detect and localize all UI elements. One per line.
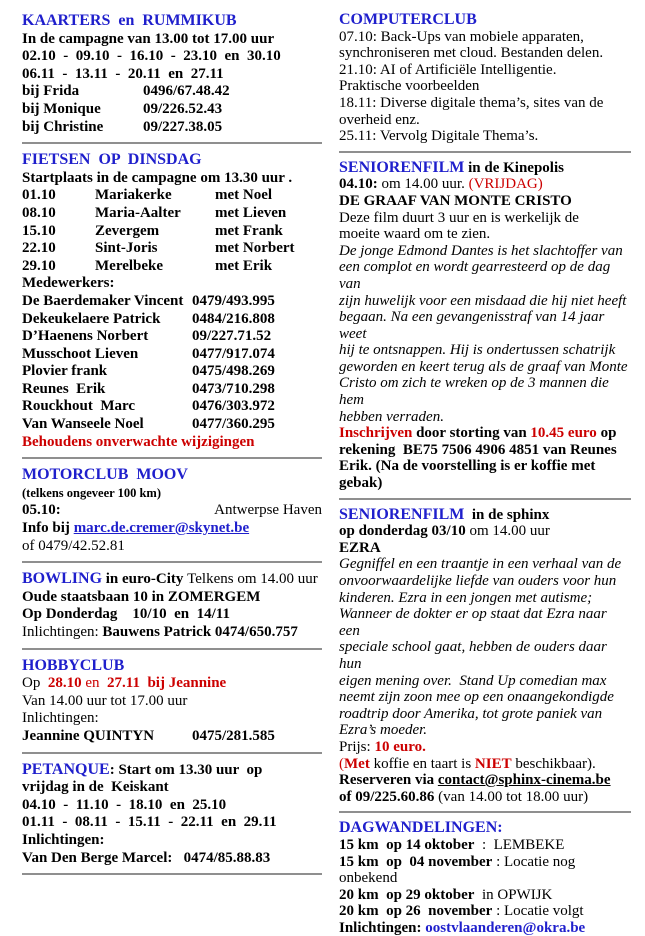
text-span: neemt zijn zoon mee op een onaangekondigde <box>339 689 614 706</box>
text-span: Dekeukelaere Patrick <box>22 310 161 327</box>
text-span: De Baerdemaker Vincent <box>22 292 184 309</box>
text-span: 09/227.38.05 <box>143 118 223 135</box>
text-line <box>339 226 631 243</box>
text-line <box>339 78 631 95</box>
text-line <box>22 832 322 850</box>
text-line <box>339 112 631 129</box>
text-line <box>22 693 322 711</box>
text-span: D’Haenens Norbert <box>22 328 149 345</box>
text-span: : LEMBEKE <box>474 836 565 853</box>
text-span: in euro-City <box>102 571 188 588</box>
text-line <box>22 275 322 293</box>
text-line <box>22 434 322 452</box>
text-span: 22.10 <box>22 240 56 257</box>
text-span: Praktische voorbeelden <box>339 78 480 95</box>
text-span: overheid enz. <box>339 111 420 128</box>
text-span: op <box>596 425 617 442</box>
text-span: Telkens om 14.00 uur <box>187 571 318 588</box>
text-line <box>339 243 631 260</box>
section-heading-text: COMPUTERCLUB <box>339 11 477 28</box>
section-fietsen-op-dinsdag <box>22 151 322 451</box>
section-heading-text: BOWLING <box>22 570 103 588</box>
section-divider <box>22 561 322 563</box>
text-span: in OPWIJK <box>474 886 553 903</box>
text-span: Ezra’s moeder. <box>339 722 428 739</box>
text-line <box>339 210 631 227</box>
text-line <box>22 170 322 188</box>
text-line <box>339 293 631 310</box>
text-line <box>22 710 322 728</box>
text-span: hebben verraden. <box>339 408 444 425</box>
text-span: Inlichtingen: <box>22 831 105 848</box>
text-line <box>339 606 631 639</box>
text-line <box>339 160 631 177</box>
text-line <box>339 789 631 806</box>
text-span: 27.11 <box>103 675 140 692</box>
text-span: op donderdag 03/10 <box>339 523 466 540</box>
text-line <box>339 706 631 723</box>
text-line <box>22 570 322 589</box>
section-motorclub-moov <box>22 466 322 555</box>
text-line <box>22 31 322 49</box>
text-span: Rouckhout Marc <box>22 398 136 415</box>
text-span: eigen mening over. Stand Up comedian max <box>339 672 607 689</box>
section-heading-text: KAARTERS en RUMMIKUB <box>22 12 237 29</box>
text-span: bij Monique <box>22 100 101 117</box>
text-span: kinderen. Ezra in een jongen met autisme; <box>339 589 593 606</box>
table-row <box>22 205 322 223</box>
text-line <box>339 772 631 789</box>
text-line <box>22 485 322 503</box>
text-span: 0477/360.295 <box>192 416 275 433</box>
section-heading-text: PETANQUE <box>22 760 110 778</box>
text-span: Inlichtingen: <box>22 710 99 727</box>
text-line <box>339 573 631 590</box>
left-column <box>22 12 322 882</box>
text-span: in de sphinx <box>464 506 550 523</box>
text-span: een complot en wordt gearresteerd op de dag van <box>339 259 614 292</box>
text-span: Medewerkers: <box>22 275 115 292</box>
text-span: 15 km op 14 oktober <box>339 836 475 853</box>
text-span: speciale school gaat, hebben de ouders daar hun <box>339 639 611 672</box>
text-span: 28.10 <box>47 675 82 692</box>
email-link-motorclub[interactable]: marc.de.cremer@skynet.be <box>73 520 250 537</box>
text-line <box>339 409 631 426</box>
text-span: Van 14.00 uur tot 17.00 uur <box>22 692 188 709</box>
table-row <box>22 363 322 381</box>
text-span: 06.11 - 13.11 - 20.11 en 27.11 <box>22 65 224 82</box>
text-span: Antwerpse Haven <box>214 502 322 519</box>
text-span: 04.10: <box>339 176 378 193</box>
text-span: Sint-Joris <box>95 240 158 257</box>
text-span: 0475/281.585 <box>192 727 275 744</box>
text-line <box>339 359 631 376</box>
section-heading-text: DAGWANDELINGEN: <box>339 819 503 837</box>
text-line <box>22 850 322 868</box>
text-span: 08.10 <box>22 204 56 221</box>
text-span: Prijs: <box>339 738 375 755</box>
text-span: : Start om 13.30 uur op <box>109 761 263 778</box>
section-hobbyclub <box>22 657 322 746</box>
text-span: Van Wanseele Noel <box>22 416 144 433</box>
text-span: onvoorwaardelijke liefde van ouders voor hun <box>339 573 617 589</box>
text-span: De jonge Edmond Dantes is het slachtoffer van <box>339 242 623 259</box>
text-line <box>22 657 322 676</box>
text-span: 02.10 - 09.10 - 16.10 - 23.10 en 30.10 <box>22 48 281 65</box>
text-span: onbekend <box>339 870 398 887</box>
text-span: met Norbert <box>215 240 295 257</box>
text-line <box>339 540 631 557</box>
text-span: 0479/493.995 <box>192 292 275 309</box>
email-link-sphinx[interactable]: contact@sphinx-cinema.be <box>437 772 611 789</box>
text-span: (VRIJDAG) <box>468 176 543 193</box>
section-heading-text: MOTORCLUB MOOV <box>22 466 188 484</box>
text-span: met Noel <box>215 187 273 204</box>
text-span: moeite waard om te zien. <box>339 226 491 243</box>
section-seniorenfilm-sphinx <box>339 507 631 806</box>
text-span: Musschoot Lieven <box>22 345 139 362</box>
text-line <box>339 689 631 706</box>
text-span: Op Donderdag 10/10 en 14/11 <box>22 606 230 623</box>
section-computerclub <box>339 12 631 145</box>
text-line <box>339 375 631 408</box>
text-span: Van Den Berge Marcel: 0474/85.88.83 <box>22 849 271 866</box>
text-span: 20 km op 26 november <box>339 903 493 920</box>
table-row <box>22 187 322 205</box>
table-row <box>22 101 322 119</box>
text-line <box>339 45 631 62</box>
text-span: Behoudens onverwachte wijzigingen <box>22 433 255 450</box>
text-line <box>339 442 631 459</box>
table-row <box>22 311 322 329</box>
text-span: Mariakerke <box>95 187 172 204</box>
section-heading-text: FIETSEN OP DINSDAG <box>22 151 202 169</box>
text-span: Oude staatsbaan 10 in ZOMERGEM <box>22 588 261 605</box>
text-line <box>22 675 322 693</box>
table-row <box>22 240 322 258</box>
text-span: bij Frida <box>22 83 80 100</box>
text-line <box>339 903 631 920</box>
text-span: Inlichtingen: <box>339 919 426 936</box>
table-row <box>22 416 322 434</box>
section-heading-text: SENIORENFILM <box>339 158 465 176</box>
section-divider <box>339 498 631 500</box>
table-row <box>22 258 322 276</box>
text-span: 15.10 <box>22 222 56 239</box>
text-span: 0475/498.269 <box>192 363 275 380</box>
table-row <box>22 328 322 346</box>
text-span: 01.11 - 08.11 - 15.11 - 22.11 en 29.11 <box>22 814 277 831</box>
text-line <box>22 589 322 607</box>
text-line <box>339 722 631 739</box>
text-line <box>22 779 322 797</box>
email-link-okra[interactable]: oostvlaanderen@okra.be <box>425 919 586 936</box>
text-span: 05.10: <box>22 502 61 519</box>
text-span: Inlichtingen: <box>22 624 103 640</box>
text-line <box>339 556 631 573</box>
text-span: bij Jeannine <box>139 675 227 692</box>
text-span: hij te ontsnappen. Hij is ondertussen schatrijk <box>339 342 616 359</box>
text-span: 0476/303.972 <box>192 398 275 415</box>
text-line <box>339 193 631 210</box>
section-divider <box>22 457 322 459</box>
text-line <box>22 606 322 624</box>
section-seniorenfilm-kinepolis <box>339 160 631 492</box>
text-span: Plovier frank <box>22 363 108 380</box>
text-line <box>22 48 322 66</box>
text-span: 0477/917.074 <box>192 345 275 362</box>
text-line <box>339 342 631 359</box>
text-span: DE GRAAF VAN MONTE CRISTO <box>339 192 572 209</box>
text-span: gebak) <box>339 475 383 492</box>
section-kaarters <box>22 12 322 136</box>
text-span: 09/226.52.43 <box>143 100 223 117</box>
text-span: in de Kinepolis <box>464 159 564 176</box>
text-span: Erik. (Na de voorstelling is er koffie met <box>339 458 596 475</box>
text-line <box>339 309 631 342</box>
text-line <box>339 259 631 292</box>
table-row <box>22 83 322 101</box>
text-span: (van 14.00 tot 18.00 uur) <box>438 788 589 805</box>
text-span: Gegniffel en een traantje in een verhaal van de <box>339 556 622 573</box>
text-span: 10 euro. <box>374 738 426 755</box>
text-line <box>339 639 631 672</box>
text-line <box>22 624 322 642</box>
section-heading-text: SENIORENFILM <box>339 505 465 523</box>
text-line <box>339 837 631 854</box>
text-span: met Erik <box>215 257 273 274</box>
text-line <box>339 29 631 46</box>
text-span: 10.45 euro <box>530 425 597 442</box>
text-line <box>339 475 631 492</box>
text-line <box>339 425 631 442</box>
section-divider <box>22 752 322 754</box>
text-line <box>22 797 322 815</box>
text-span: 0473/710.298 <box>192 380 275 397</box>
text-span: : Locatie volgt <box>492 903 584 920</box>
text-span: Op <box>22 675 48 692</box>
text-line <box>339 820 631 837</box>
text-span: begaan. Na een gevangenisstraf van 14 jaar weet <box>339 309 609 342</box>
text-span: Cristo om zich te wreken op de 3 mannen die hem <box>339 375 613 409</box>
text-span: 20 km op 29 oktober <box>339 886 475 903</box>
text-span: Reserveren via <box>339 772 438 789</box>
text-line <box>339 854 631 871</box>
text-span: Met <box>344 755 370 772</box>
table-row <box>22 502 322 520</box>
text-line <box>339 920 631 936</box>
text-span: 0496/67.48.42 <box>143 83 230 100</box>
text-span: (telkens ongeveer 100 km) <box>22 485 161 500</box>
text-span: met Lieven <box>215 204 287 221</box>
text-span: met Frank <box>215 222 283 239</box>
text-line <box>22 761 322 780</box>
text-span: Deze film duurt 3 uur en is werkelijk de <box>339 209 579 226</box>
text-span: Startplaats in de campagne om 13.30 uur . <box>22 169 293 186</box>
section-divider <box>22 648 322 650</box>
text-span: 04.10 - 11.10 - 18.10 en 25.10 <box>22 796 227 813</box>
text-line <box>339 739 631 756</box>
text-span: 21.10: AI of Artificiële Intelligentie. <box>339 61 557 78</box>
text-span: Jeannine QUINTYN <box>22 727 155 744</box>
text-line <box>22 466 322 485</box>
text-span: rekening BE75 7506 4906 4851 van Reunes <box>339 441 617 458</box>
text-line <box>22 66 322 84</box>
text-line <box>339 95 631 112</box>
text-span: Maria-Aalter <box>95 204 181 221</box>
section-divider <box>22 873 322 875</box>
text-line <box>22 538 322 556</box>
text-line <box>339 12 631 29</box>
text-span: Reunes Erik <box>22 380 106 397</box>
text-span: synchroniseren met cloud. Bestanden delen. <box>339 45 604 62</box>
text-line <box>339 673 631 690</box>
text-span: zijn huwelijk voor een misdaad die hij niet heeft <box>339 292 627 309</box>
text-span: beschikbaar). <box>511 755 596 772</box>
table-row <box>22 398 322 416</box>
text-span: door storting van <box>412 425 531 442</box>
text-span: NIET <box>474 755 512 772</box>
text-span: of 09/225.60.86 <box>339 788 439 805</box>
right-column <box>339 12 631 936</box>
text-span: Inschrijven <box>339 425 413 442</box>
section-petanque <box>22 761 322 868</box>
text-line <box>339 887 631 904</box>
text-span: en <box>81 675 104 692</box>
text-line <box>339 870 631 887</box>
text-line <box>22 12 322 31</box>
section-divider <box>339 811 631 813</box>
text-line <box>339 176 631 193</box>
text-span: of 0479/42.52.81 <box>22 537 125 554</box>
text-span: koffie en taart is <box>369 755 475 772</box>
text-span: In de campagne van 13.00 tot 17.00 uur <box>22 30 275 47</box>
text-span: om 14.00 uur <box>465 523 550 540</box>
table-row <box>22 381 322 399</box>
section-dagwandelingen <box>339 820 631 936</box>
text-span: Wanneer de dokter er op staat dat Ezra naar een <box>339 606 611 639</box>
section-divider <box>22 142 322 144</box>
text-span: Bauwens Patrick 0474/650.757 <box>102 624 298 640</box>
table-row <box>22 223 322 241</box>
table-row <box>22 728 322 746</box>
text-span: 18.11: Diverse digitale thema’s, sites van de <box>339 94 604 111</box>
text-span: roadtrip door Amerika, tot grote paniek van <box>339 705 603 722</box>
text-span: 09/227.71.52 <box>192 328 272 345</box>
text-line <box>339 507 631 524</box>
text-span: Zevergem <box>95 222 160 239</box>
text-span: om 14.00 uur. <box>377 176 469 193</box>
text-span: 01.10 <box>22 187 56 204</box>
text-line <box>22 814 322 832</box>
text-span: EZRA <box>339 539 381 556</box>
text-span: 29.10 <box>22 257 56 274</box>
text-span: 0484/216.808 <box>192 310 275 327</box>
text-span: vrijdag in de Keiskant <box>22 779 169 796</box>
text-line <box>22 151 322 170</box>
text-span: : Locatie nog <box>492 853 576 870</box>
text-span: 25.11: Vervolg Digitale Thema’s. <box>339 128 539 145</box>
text-span: ( <box>339 755 344 772</box>
text-span: 15 km op 04 november <box>339 853 493 870</box>
text-line <box>22 520 322 538</box>
text-line <box>339 590 631 607</box>
text-line <box>339 62 631 79</box>
text-span: geworden en keert terug als de graaf van Monte <box>339 358 628 375</box>
text-line <box>339 523 631 540</box>
text-line <box>339 458 631 475</box>
section-heading-text: HOBBYCLUB <box>22 656 125 674</box>
text-span: Info bij <box>22 520 74 537</box>
text-span: Merelbeke <box>95 257 164 274</box>
table-row <box>22 119 322 137</box>
text-span: 07.10: Back-Ups van mobiele apparaten, <box>339 28 584 45</box>
table-row <box>22 293 322 311</box>
text-line <box>339 756 631 773</box>
section-divider <box>339 151 631 153</box>
text-line <box>339 128 631 145</box>
section-bowling <box>22 570 322 641</box>
table-row <box>22 346 322 364</box>
text-span: bij Christine <box>22 118 104 135</box>
